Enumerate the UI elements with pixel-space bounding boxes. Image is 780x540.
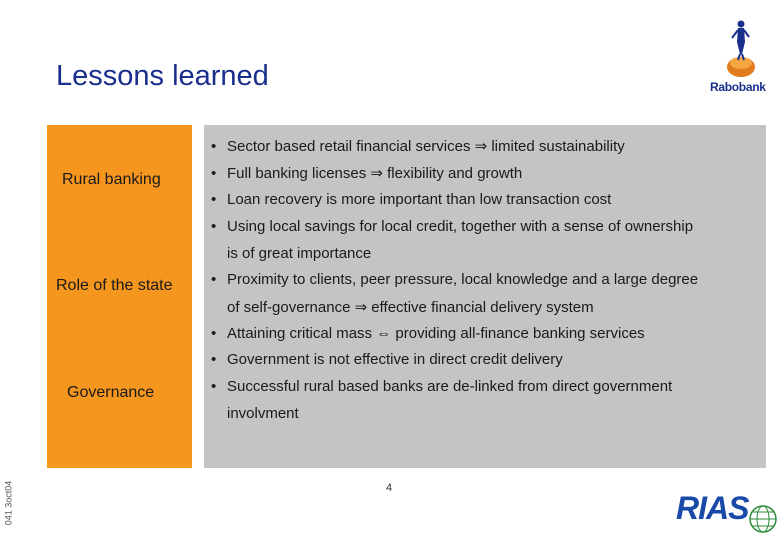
rias-wordmark: RIAS	[676, 490, 749, 526]
rabobank-figure-icon	[726, 18, 756, 80]
section-label-governance: Governance	[67, 384, 155, 401]
bullet-dot-icon: •	[211, 378, 217, 395]
globe-icon	[748, 504, 778, 534]
bullet-item: • Loan recovery is more important than low transaction cost	[211, 191, 612, 208]
bullet-dot-icon: •	[211, 191, 217, 208]
bullet-continuation: is of great importance	[227, 245, 372, 262]
bullet-dot-icon: •	[211, 271, 217, 288]
bullet-item: • Using local savings for local credit, together with a sense of ownership	[211, 218, 694, 235]
page-number: 4	[386, 482, 393, 494]
bullet-continuation: involvment	[227, 405, 299, 422]
section-label-role-of-state: Role of the state	[56, 277, 173, 294]
slide-title: Lessons learned	[56, 60, 269, 92]
bullet-dot-icon: •	[211, 218, 217, 235]
bullet-dot-icon: •	[211, 325, 217, 342]
bullet-dot-icon: •	[211, 165, 217, 182]
bullet-item: • Proximity to clients, peer pressure, local knowledge and a large degree	[211, 271, 699, 288]
section-label-rural-banking: Rural banking	[62, 171, 161, 188]
slide-identifier: 041 3oct04	[3, 480, 14, 526]
bullet-continuation: of self-governance ⇒ effective financial delivery system	[227, 299, 594, 316]
rabobank-wordmark: Rabobank	[710, 80, 766, 94]
bullet-item: • Successful rural based banks are de-linked from direct government	[211, 378, 673, 395]
bullet-item: • Sector based retail financial services ⇒ limited sustainability	[211, 138, 625, 155]
bullet-item: • Full banking licenses ⇒ flexibility and growth	[211, 165, 523, 182]
rabobank-logo	[710, 18, 772, 98]
bullet-item: • Attaining critical mass ⇔ providing all-finance banking services	[211, 325, 645, 342]
bullet-dot-icon: •	[211, 138, 217, 155]
rias-logo	[676, 490, 780, 540]
bullet-dot-icon: •	[211, 351, 217, 368]
bullet-item: • Government is not effective in direct credit delivery	[211, 351, 563, 368]
